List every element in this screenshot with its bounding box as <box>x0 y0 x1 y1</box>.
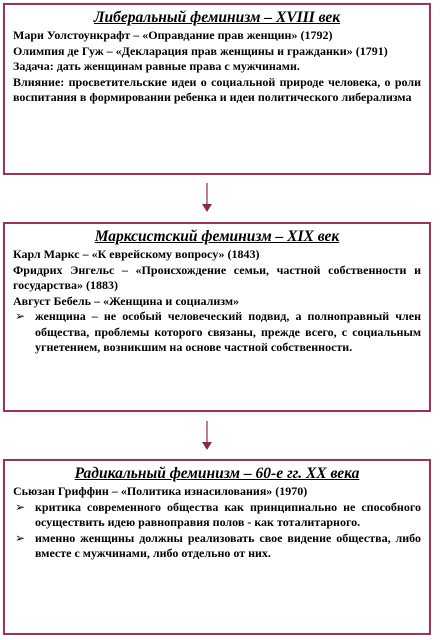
list-item-text: именно женщины должны реализовать свое видение общества, либо вместе с мужчинами, либо отдельно от них. <box>35 530 421 560</box>
block-line: Сьюзан Гриффин – «Политика изнасилования» (1970) <box>13 484 308 498</box>
arrow-bullet-icon: ➢ <box>15 309 26 323</box>
list-item-text: критика современного общества как принципиально не способного осуществить идею равноправия полов - как тоталитарного. <box>35 499 421 529</box>
block-line: Влияние: просветительские идеи о социальной природе человека, о роли воспитания в формировании ребенка и идеи политического либерализма <box>13 74 421 104</box>
list-item-text: женщина – не особый человеческий подвид, а полноправный член общества, проблемы которого связаны, прежде всего, с социальным угнетением, возникшим на основе частной собственности. <box>35 309 421 354</box>
block-marxist-feminism <box>3 222 431 412</box>
block-line: Карл Маркс – «К еврейскому вопросу» (1843) <box>13 247 260 261</box>
block-radical-feminism <box>3 459 431 635</box>
list-item <box>13 500 421 531</box>
block-title: Марксистский феминизм – XIX век <box>94 228 340 245</box>
block-line: Август Бебель – «Женщина и социализм» <box>13 293 240 308</box>
down-arrow-icon <box>199 421 215 451</box>
block-title: Либеральный феминизм – XVIII век <box>93 9 341 26</box>
block-line: Задача: дать женщинам равные права с мужчинами. <box>13 59 300 73</box>
block-liberal-feminism <box>3 3 431 175</box>
block-line: Фридрих Энгельс – «Происхождение семьи, частной собственности и государства» (1883) <box>13 262 421 292</box>
block-line: Олимпия де Гуж – «Декларация прав женщины и гражданки» (1791) <box>13 43 388 58</box>
block-line: Мари Уолстоункрафт – «Оправдание прав женщин» (1792) <box>13 28 333 42</box>
block-title: Радикальный феминизм – 60-е гг. XX века <box>74 465 360 482</box>
bullet-list <box>13 500 421 562</box>
down-arrow-icon <box>199 183 215 213</box>
arrow-bullet-icon: ➢ <box>15 530 26 545</box>
arrow-bullet-icon: ➢ <box>15 499 26 514</box>
list-item <box>13 309 421 356</box>
bullet-list <box>13 309 421 356</box>
list-item <box>13 531 421 562</box>
